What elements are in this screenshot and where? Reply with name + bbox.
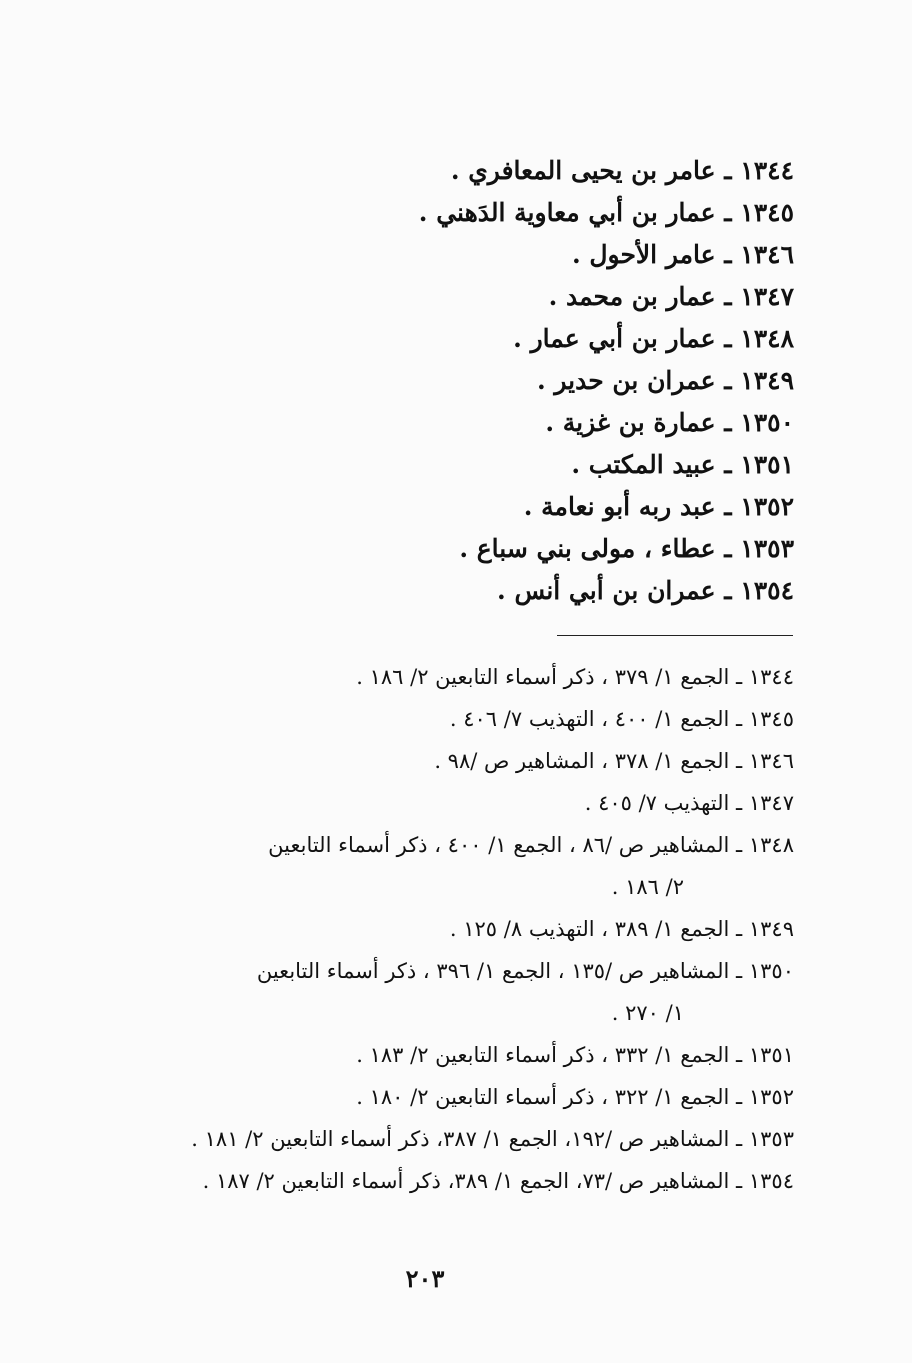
narrator-entry: ١٣٥٠ ـ عمارة بن غزية . bbox=[545, 408, 794, 437]
footnote bbox=[104, 698, 794, 740]
footnote bbox=[104, 656, 794, 698]
footnote bbox=[104, 824, 794, 908]
footnote-text: ١٣٤٨ ـ المشاهير ص /٨٦ ، الجمع ١/ ٤٠٠ ، ذكر أسماء التابعين bbox=[268, 833, 794, 857]
footnote-text: ١٣٥١ ـ الجمع ١/ ٣٣٢ ، ذكر أسماء التابعين ٢/ ١٨٣ . bbox=[356, 1043, 794, 1067]
footnote bbox=[104, 782, 794, 824]
footnote-divider bbox=[557, 635, 793, 636]
footnote-continuation: ٢/ ١٨٦ . bbox=[611, 875, 684, 899]
narrator-entry: ١٣٥٢ ـ عبد ربه أبو نعامة . bbox=[523, 492, 794, 521]
narrator-entry: ١٣٤٨ ـ عمار بن أبي عمار . bbox=[513, 324, 794, 353]
footnote-text: ١٣٤٥ ـ الجمع ١/ ٤٠٠ ، التهذيب ٧/ ٤٠٦ . bbox=[449, 707, 794, 731]
footnote-text: ١٣٥٣ ـ المشاهير ص /١٩٢، الجمع ١/ ٣٨٧، ذكر أسماء التابعين ٢/ ١٨١ . bbox=[191, 1127, 794, 1151]
footnote-text: ١٣٤٤ ـ الجمع ١/ ٣٧٩ ، ذكر أسماء التابعين ٢/ ١٨٦ . bbox=[356, 665, 794, 689]
footnote-continuation: ١/ ٢٧٠ . bbox=[611, 1001, 684, 1025]
footnote-text: ١٣٥٠ ـ المشاهير ص /١٣٥ ، الجمع ١/ ٣٩٦ ، ذكر أسماء التابعين bbox=[256, 959, 794, 983]
footnote bbox=[104, 1034, 794, 1076]
narrator-entry: ١٣٥٤ ـ عمران بن أبي أنس . bbox=[497, 576, 794, 605]
narrator-entry: ١٣٤٧ ـ عمار بن محمد . bbox=[548, 282, 794, 311]
narrator-entry: ١٣٤٦ ـ عامر الأحول . bbox=[571, 240, 794, 269]
footnote bbox=[104, 908, 794, 950]
footnote-text: ١٣٥٤ ـ المشاهير ص /٧٣، الجمع ١/ ٣٨٩، ذكر أسماء التابعين ٢/ ١٨٧ . bbox=[202, 1169, 794, 1193]
narrator-entry: ١٣٤٥ ـ عمار بن أبي معاوية الدَهني . bbox=[418, 198, 794, 227]
page-number: ٢٠٣ bbox=[405, 1264, 445, 1293]
footnote-list bbox=[104, 656, 794, 1202]
footnote-text: ١٣٤٧ ـ التهذيب ٧/ ٤٠٥ . bbox=[584, 791, 794, 815]
footnote bbox=[104, 1076, 794, 1118]
narrator-entry: ١٣٤٩ ـ عمران بن حدير . bbox=[536, 366, 794, 395]
narrator-list bbox=[234, 150, 794, 612]
footnote bbox=[104, 1160, 794, 1202]
narrator-entry: ١٣٤٤ ـ عامر بن يحيى المعافري . bbox=[450, 156, 794, 185]
narrator-entry: ١٣٥١ ـ عبيد المكتب . bbox=[571, 450, 794, 479]
footnote bbox=[104, 950, 794, 1034]
footnote bbox=[104, 740, 794, 782]
footnote bbox=[104, 1118, 794, 1160]
narrator-entry: ١٣٥٣ ـ عطاء ، مولى بني سباع . bbox=[459, 534, 794, 563]
footnote-text: ١٣٤٦ ـ الجمع ١/ ٣٧٨ ، المشاهير ص /٩٨ . bbox=[434, 749, 794, 773]
footnote-text: ١٣٥٢ ـ الجمع ١/ ٣٢٢ ، ذكر أسماء التابعين ٢/ ١٨٠ . bbox=[356, 1085, 794, 1109]
footnote-text: ١٣٤٩ ـ الجمع ١/ ٣٨٩ ، التهذيب ٨/ ١٢٥ . bbox=[449, 917, 794, 941]
